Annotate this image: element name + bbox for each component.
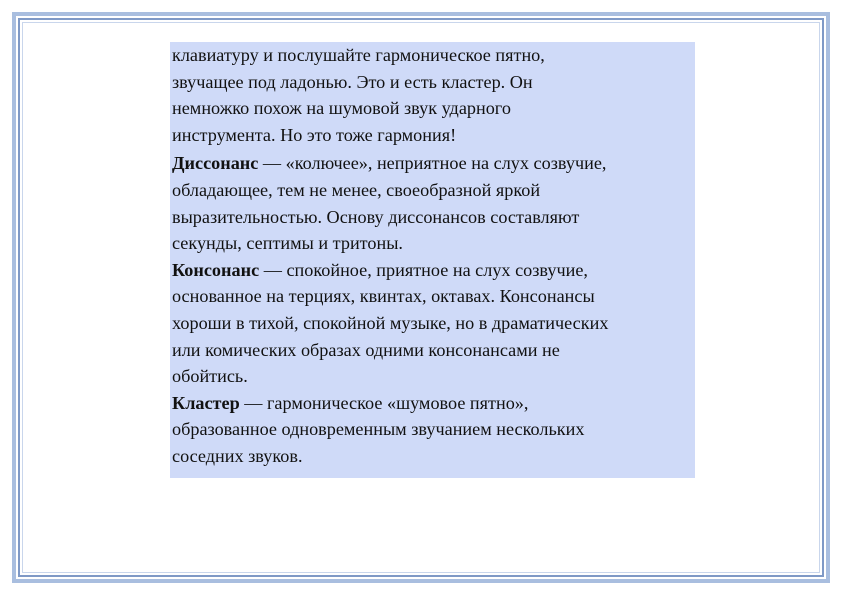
text-box [170, 42, 695, 478]
text-line: немножко похож на шумовой звук ударного [172, 98, 511, 119]
text-line: выразительностью. Основу диссонансов составляют [172, 206, 580, 227]
intro-paragraph [172, 42, 695, 148]
cluster-paragraph [172, 390, 695, 470]
definition-first-line [172, 390, 695, 417]
text-line: или комических образах одними консонансами не [172, 339, 560, 360]
definition-text: — спокойное, приятное на слух созвучие, [259, 259, 588, 280]
consonance-paragraph [172, 257, 695, 390]
text-line: звучащее под ладонью. Это и есть кластер. Он [172, 71, 533, 92]
text-line: обойтись. [172, 366, 248, 387]
definition-text: — гармоническое «шумовое пятно», [239, 392, 529, 413]
term-cluster: Кластер [172, 392, 240, 413]
text-line: соседних звуков. [172, 445, 303, 466]
text-line: клавиатуру и послушайте гармоническое пятно, [172, 45, 545, 65]
definition-first-line [172, 150, 695, 177]
text-line: основанное на терциях, квинтах, октавах. Консонансы [172, 286, 595, 307]
term-consonance: Консонанс [172, 259, 260, 280]
dissonance-paragraph [172, 150, 695, 256]
definition-text: — «колючее», неприятное на слух созвучие, [258, 153, 607, 174]
text-line: хороши в тихой, спокойной музыке, но в драматических [172, 312, 609, 333]
text-line: секунды, септимы и тритоны. [172, 233, 403, 254]
term-dissonance: Диссонанс [172, 153, 259, 174]
definition-first-line [172, 257, 695, 284]
text-line: инструмента. Но это тоже гармония! [172, 124, 457, 145]
text-line: образованное одновременным звучанием нескольких [172, 419, 585, 440]
text-line: обладающее, тем не менее, своеобразной яркой [172, 179, 541, 200]
